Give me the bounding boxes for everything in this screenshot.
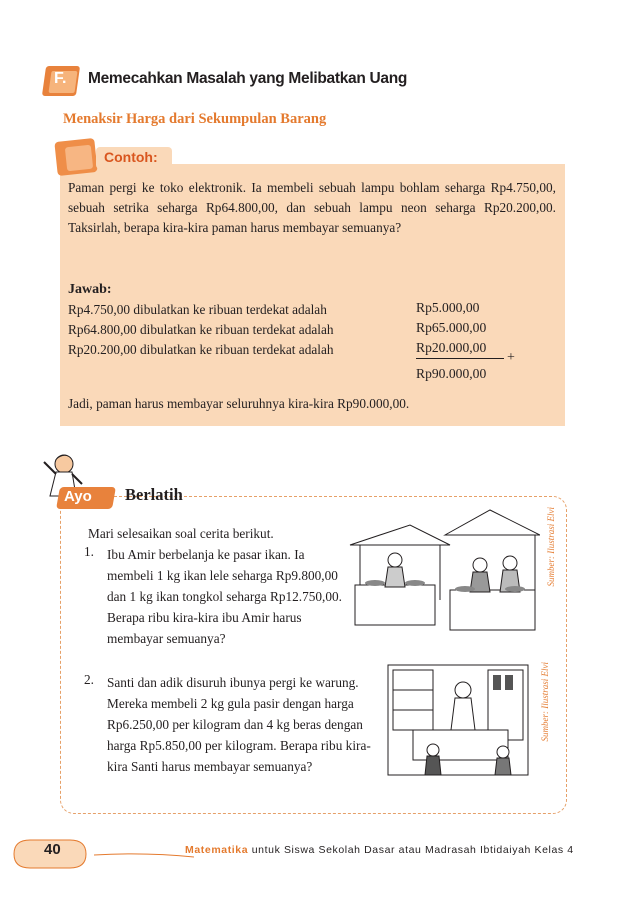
practice-intro: Mari selesaikan soal cerita berikut. xyxy=(88,526,274,541)
footer-text: untuk Siswa Sekolah Dasar atau Madrasah Ibtidaiyah Kelas 4 xyxy=(251,844,574,856)
practice-title: Berlatih xyxy=(125,485,183,504)
ayo-badge-text: Ayo xyxy=(64,488,92,505)
image-source-caption: Sumber: Ilustrasi Elvi xyxy=(546,507,556,587)
answer-heading: Jawab: xyxy=(68,282,112,297)
zigzag-edge-decoration xyxy=(556,168,570,424)
section-title: Memecahkan Masalah yang Melibatkan Uang xyxy=(88,70,408,87)
plus-operator: + xyxy=(507,350,515,365)
sum-line xyxy=(416,358,504,359)
rounding-row-left: Rp20.200,00 dibulatkan ke ribuan terdekat adalah xyxy=(68,342,334,357)
sum-total: Rp90.000,00 xyxy=(416,366,487,381)
rounding-row-left: Rp64.800,00 dibulatkan ke ribuan terdekat adalah xyxy=(68,322,334,337)
page-number: 40 xyxy=(44,841,61,858)
question-text: Santi dan adik disuruh ibunya pergi ke warung. Mereka membeli 2 kg gula pasir dengan harga Rp6.250,00 per kilogram dan 4 kg beras dengan harga Rp5.850,00 per kilogram. Berapa ribu kira-kira Santi harus membayar semuanya? xyxy=(107,675,371,774)
footer-swash xyxy=(94,852,194,858)
footer-brand: Matematika xyxy=(185,844,249,856)
question-number: 2. xyxy=(84,672,94,687)
rounding-row-right: Rp65.000,00 xyxy=(416,320,487,335)
example-label: Contoh: xyxy=(104,149,158,165)
section-subtitle: Menaksir Harga dari Sekumpulan Barang xyxy=(63,111,327,127)
question-text: Ibu Amir berbelanja ke pasar ikan. Ia membeli 1 kg ikan lele seharga Rp9.800,00 dan 1 kg ikan tongkol seharga Rp12.750,00. Berapa ribu kira-kira ibu Amir harus membayar semuanya? xyxy=(107,547,343,646)
example-tab-icon-inner xyxy=(65,145,93,172)
rounding-row-right: Rp20.000,00 xyxy=(416,340,487,355)
question-number: 1. xyxy=(84,544,94,559)
image-source-caption: Sumber: Ilustrasi Elvi xyxy=(540,662,550,742)
example-conclusion: Jadi, paman harus membayar seluruhnya kira-kira Rp90.000,00. xyxy=(68,396,410,411)
example-question: Paman pergi ke toko elektronik. Ia membeli sebuah lampu bohlam seharga Rp4.750,00, sebuah setrika seharga Rp64.800,00, dan sebuah lampu neon seharga Rp20.200,00. Taksirlah, berapa kira-kira paman harus membayar semuanya? xyxy=(68,180,556,235)
fish-market-illustration xyxy=(340,505,540,635)
warung-shop-illustration xyxy=(383,660,533,780)
rounding-row-left: Rp4.750,00 dibulatkan ke ribuan terdekat adalah xyxy=(68,302,327,317)
footer-text-line xyxy=(185,844,574,856)
section-letter: F. xyxy=(54,70,67,87)
rounding-row-right: Rp5.000,00 xyxy=(416,300,480,315)
